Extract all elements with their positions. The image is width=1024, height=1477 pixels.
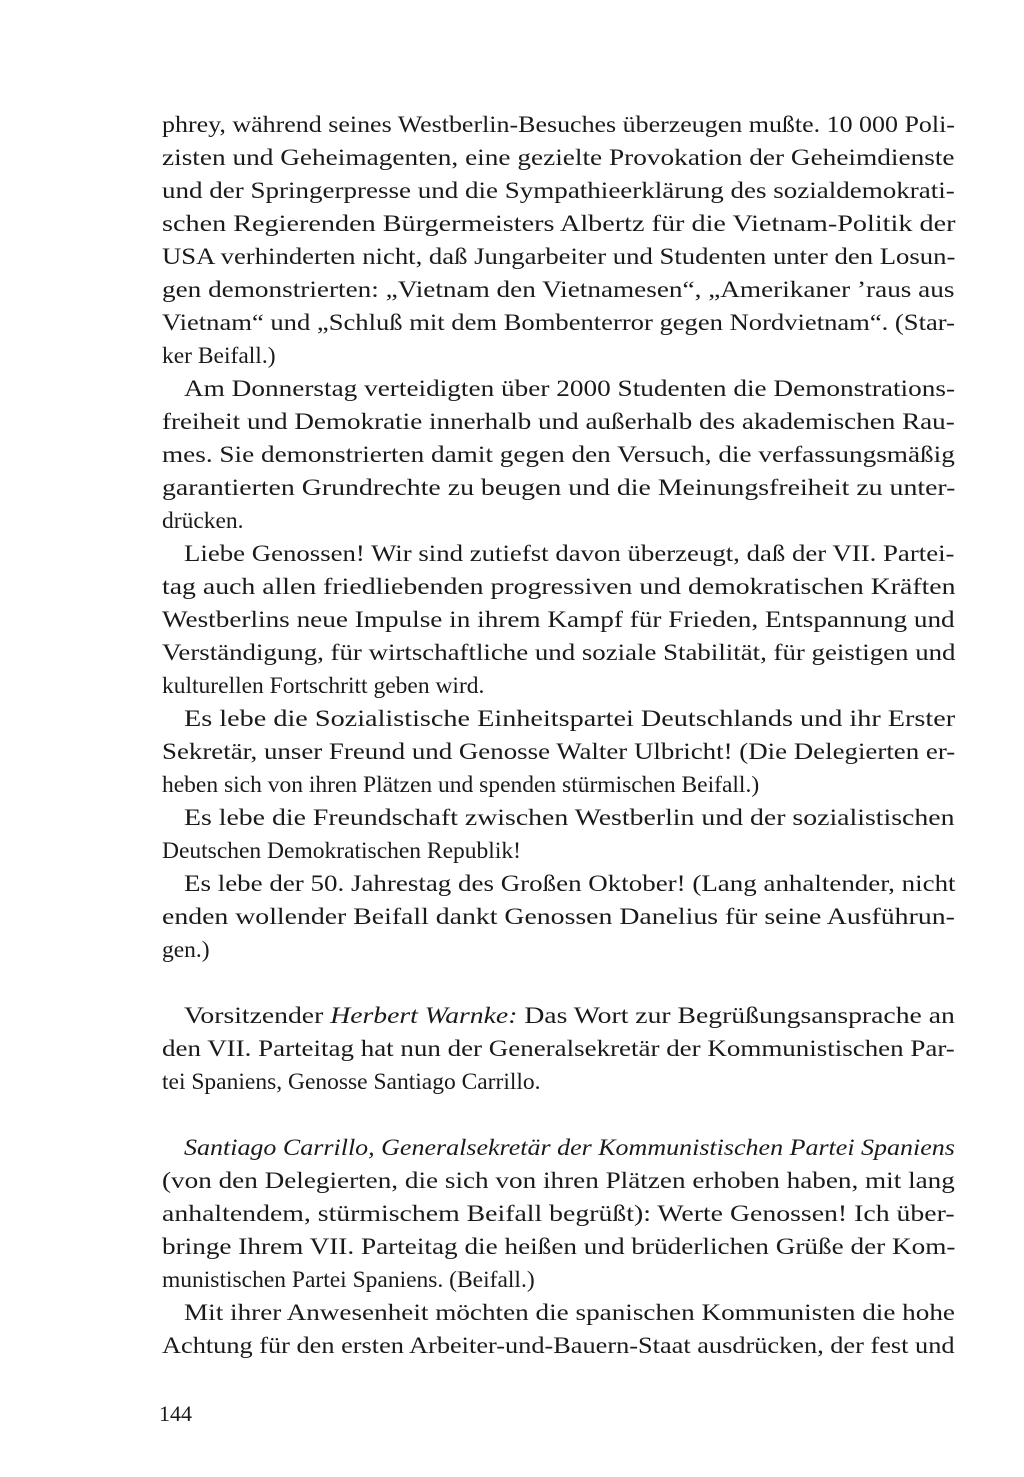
text-line: drücken. (162, 508, 244, 534)
text-line: Am Donnerstag verteidigten über 2000 Studenten die Demonstrations- (184, 376, 956, 402)
text-line: kulturellen Fortschritt geben wird. (162, 673, 485, 699)
text-line: munistischen Partei Spaniens. (Beifall.) (162, 1267, 535, 1293)
text-line: garantierten Grundrechte zu beugen und die Meinungsfreiheit zu unter- (162, 475, 956, 501)
text-line: anhaltendem, stürmischem Beifall begrüßt): Werte Genossen! Ich über- (162, 1201, 955, 1227)
text-line: enden wollender Beifall dankt Genossen Danelius für seine Ausführun- (162, 904, 955, 930)
text-line: (von den Delegierten, die sich von ihren Plätzen erhoben haben, mit lang (162, 1168, 955, 1194)
text-line: tei Spaniens, Genosse Santiago Carrillo. (162, 1069, 541, 1095)
text-line: Es lebe die Sozialistische Einheitspartei Deutschlands und ihr Erster (184, 706, 956, 732)
text-line: gen.) (162, 937, 210, 963)
speaker-heading-text: Santiago Carrillo, Generalsekretär der Kommunistischen Partei Spaniens (184, 1135, 955, 1161)
text-line: Es lebe die Freundschaft zwischen Westberlin und der sozialistischen (184, 805, 955, 831)
text-line: mes. Sie demonstrierten damit gegen den Versuch, die verfassungsmäßig (162, 442, 955, 468)
text-line: gen demonstrierten: „Vietnam den Vietnamesen“, „Amerikaner ’raus aus (162, 277, 955, 303)
speaker-name: Herbert Warnke: (330, 1003, 518, 1029)
text-line: Westberlins neue Impulse in ihrem Kampf für Frieden, Entspannung und (162, 607, 955, 633)
text-line: Vietnam“ und „Schluß mit dem Bombenterror gegen Nordvietnam“. (Star- (162, 310, 955, 336)
text-line: Sekretär, unser Freund und Genosse Walter Ulbricht! (Die Delegierten er- (162, 739, 956, 765)
text-line: Liebe Genossen! Wir sind zutiefst davon überzeugt, daß der VII. Partei- (184, 541, 955, 567)
text-line: schen Regierenden Bürgermeisters Albertz für die Vietnam-Politik der (162, 211, 956, 237)
text-line: Deutschen Demokratischen Republik! (162, 838, 521, 864)
text-span: Das Wort zur Begrüßungsansprache an (517, 1003, 955, 1029)
text-line: USA verhinderten nicht, daß Jungarbeiter und Studenten unter den Losun- (162, 244, 956, 270)
speaker-heading (184, 1133, 955, 1163)
text-line: tag auch allen friedliebenden progressiven und demokratischen Kräften (162, 574, 956, 600)
text-line (184, 1001, 955, 1031)
text-line: zisten und Geheimagenten, eine gezielte Provokation der Geheimdienste (162, 145, 955, 171)
text-line: den VII. Parteitag hat nun der Generalsekretär der Kommunistischen Par- (162, 1036, 955, 1062)
text-line: bringe Ihrem VII. Parteitag die heißen und brüderlichen Grüße der Kom- (162, 1234, 956, 1260)
text-line: freiheit und Demokratie innerhalb und außerhalb des akademischen Rau- (162, 409, 955, 435)
text-line: heben sich von ihren Plätzen und spenden stürmischen Beifall.) (162, 772, 760, 798)
text-line: Mit ihrer Anwesenheit möchten die spanischen Kommunisten die hohe (184, 1300, 955, 1326)
text-line: ker Beifall.) (162, 343, 276, 369)
text-line: Achtung für den ersten Arbeiter-und-Bauern-Staat ausdrücken, der fest und (162, 1333, 955, 1359)
text-line: Verständigung, für wirtschaftliche und soziale Stabilität, für geistigen und (162, 640, 956, 666)
speaker-label: Vorsitzender (184, 1003, 331, 1029)
text-line: phrey, während seines Westberlin-Besuches überzeugen mußte. 10 000 Poli- (162, 112, 955, 138)
text-line: und der Springerpresse und die Sympathieerklärung des sozialdemokrati- (162, 178, 955, 204)
text-line: Es lebe der 50. Jahrestag des Großen Oktober! (Lang anhaltender, nicht (184, 871, 956, 897)
page-number: 144 (159, 1401, 192, 1426)
